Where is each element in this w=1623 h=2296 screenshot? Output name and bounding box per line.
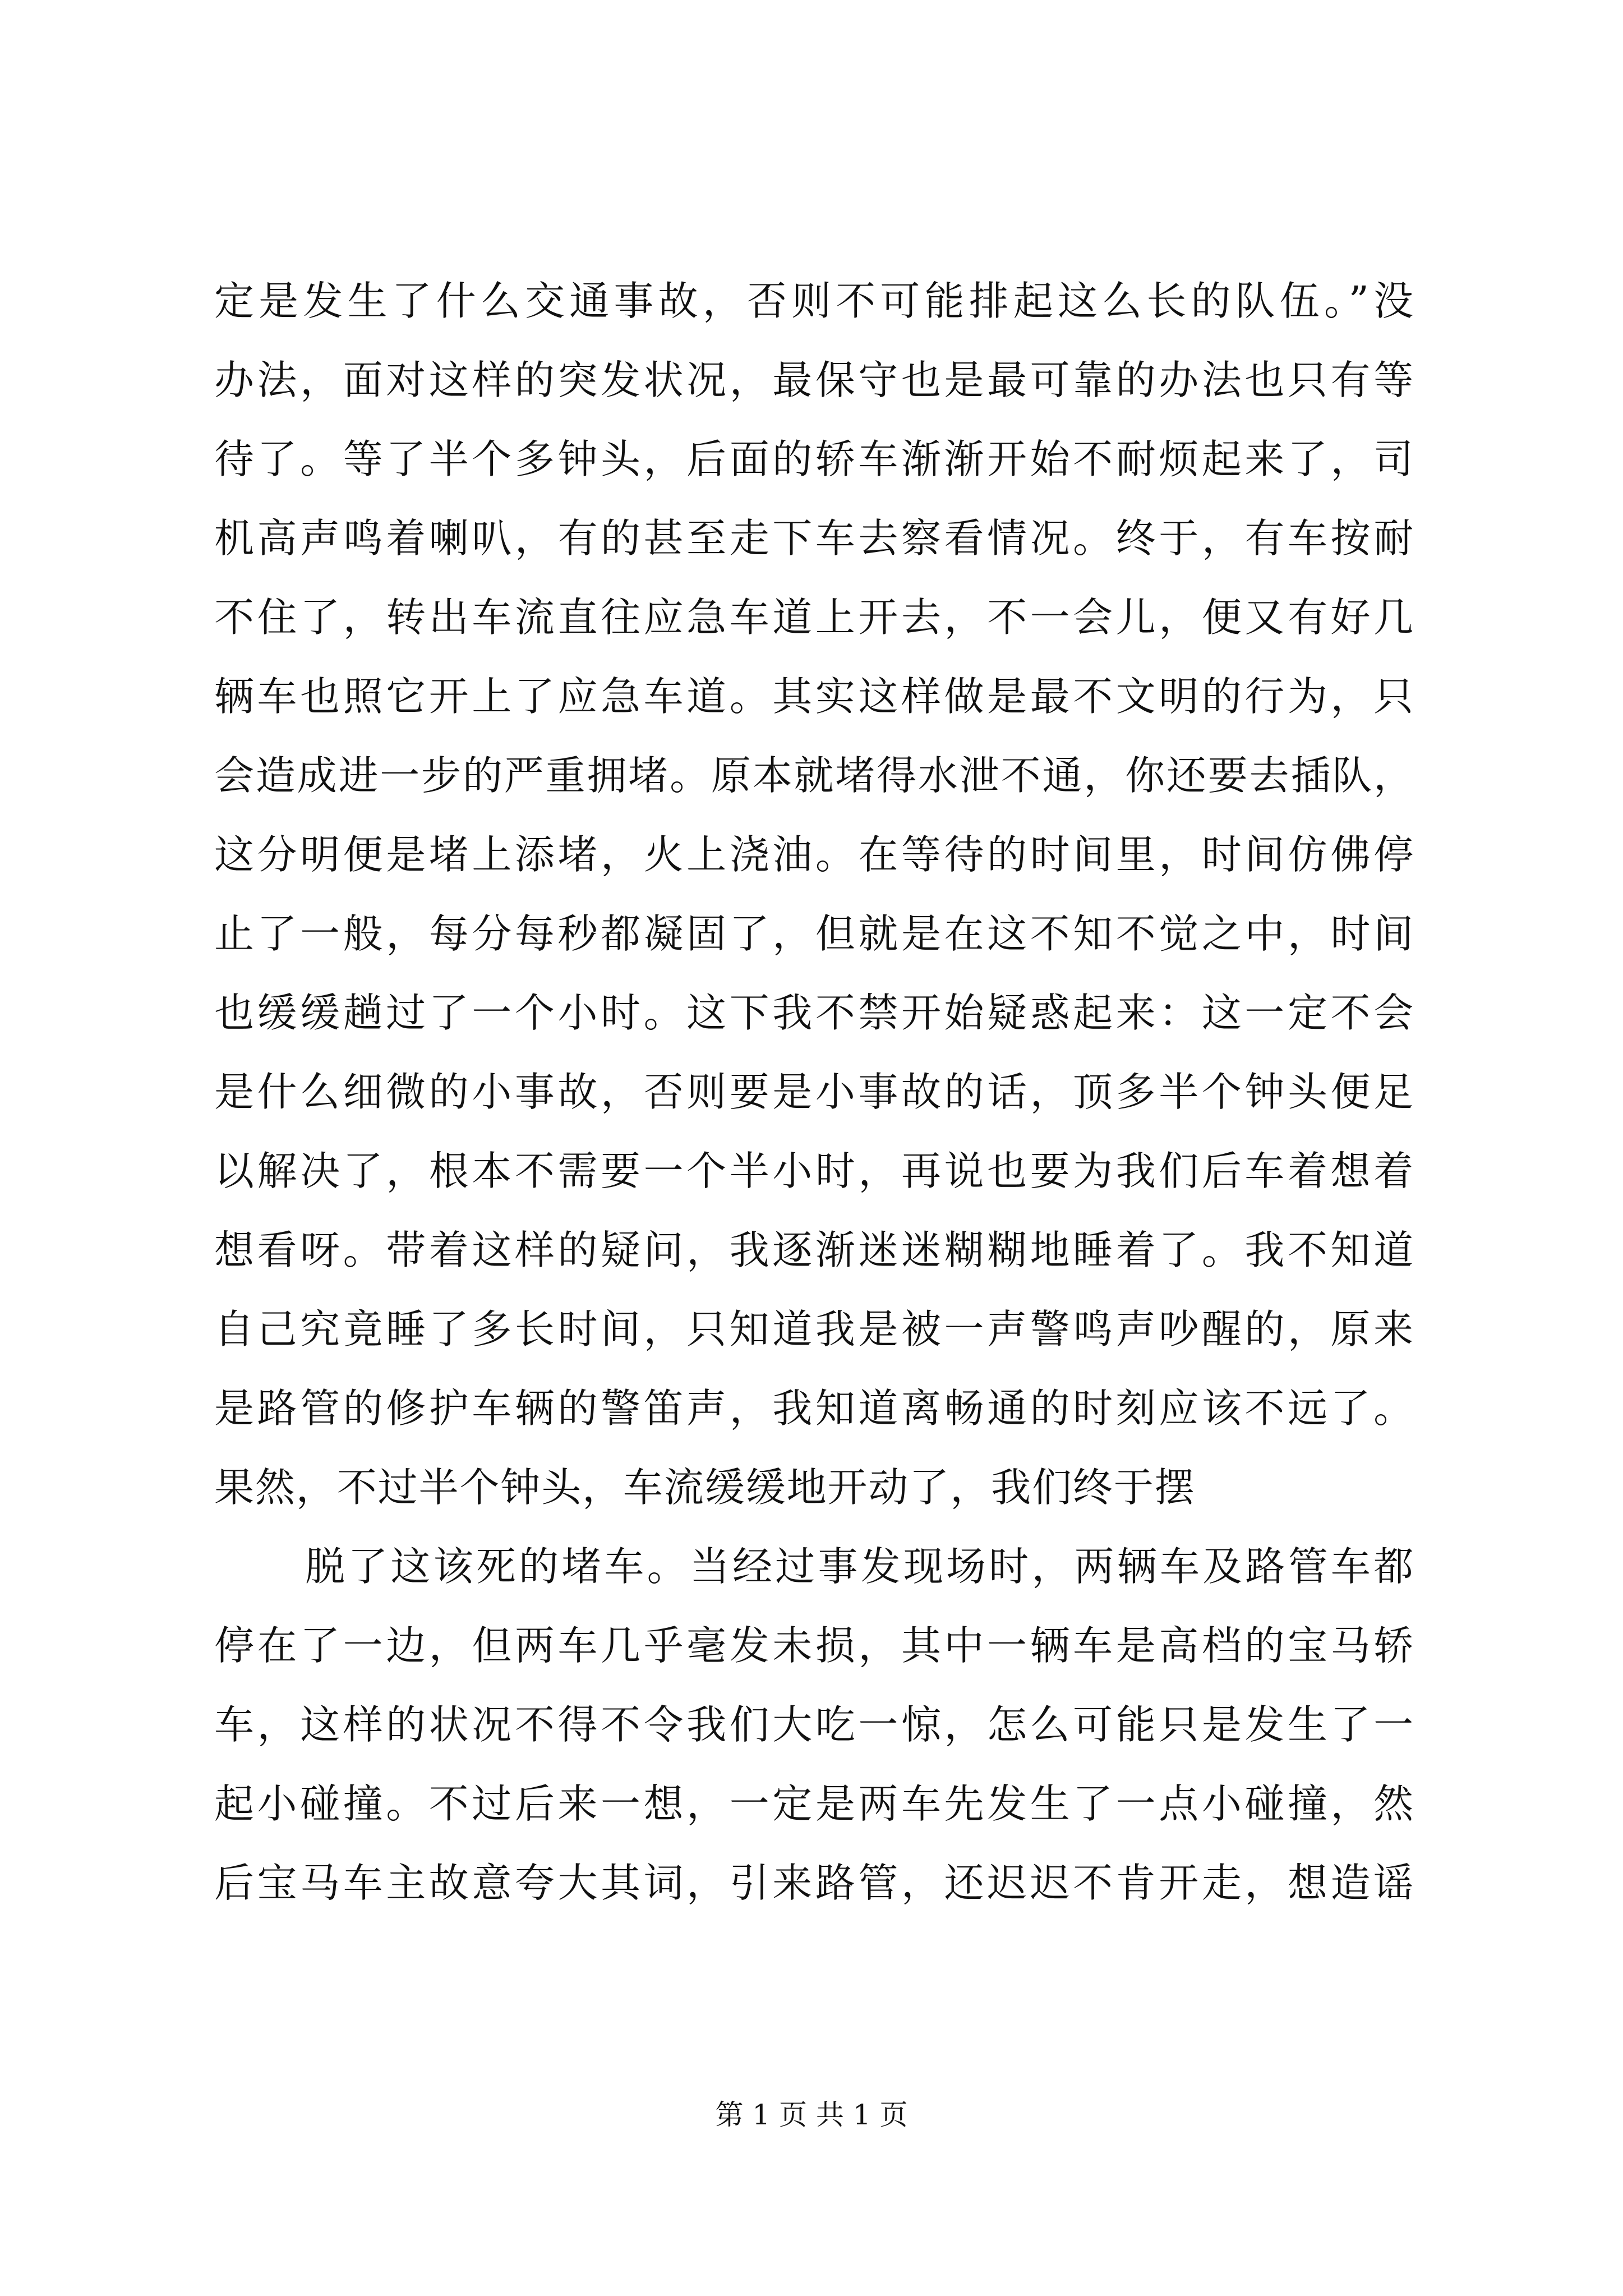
text-line-10: 也缓缓趟过了一个小时。这下我不禁开始疑惑起来：这一定不会 <box>214 990 1414 1036</box>
text-line-16: 果然，不过半个钟头，车流缓缓地开动了，我们终于摆 <box>214 1464 1196 1511</box>
text-line-17: 脱了这该死的堵车。当经过事发现场时，两辆车及路管车都 <box>305 1543 1414 1590</box>
text-line-3: 待了。等了半个多钟头，后面的轿车渐渐开始不耐烦起来了，司 <box>214 436 1414 482</box>
text-line-13: 想看呀。带着这样的疑问，我逐渐迷迷糊糊地睡着了。我不知道 <box>214 1227 1414 1273</box>
text-line-14: 自己究竟睡了多长时间，只知道我是被一声警鸣声吵醒的，原来 <box>214 1306 1414 1352</box>
text-line-8: 这分明便是堵上添堵，火上浇油。在等待的时间里，时间仿佛停 <box>214 831 1414 878</box>
text-line-20: 起小碰撞。不过后来一想，一定是两车先发生了一点小碰撞，然 <box>214 1780 1414 1827</box>
text-line-19: 车，这样的状况不得不令我们大吃一惊，怎么可能只是发生了一 <box>214 1701 1414 1748</box>
text-line-12: 以解决了，根本不需要一个半小时，再说也要为我们后车着想着 <box>214 1148 1414 1194</box>
text-line-1: 定是发生了什么交通事故，否则不可能排起这么长的队伍。”没 <box>214 278 1414 324</box>
text-line-9: 止了一般，每分每秒都凝固了，但就是在这不知不觉之中，时间 <box>214 910 1414 957</box>
page-footer: 第 1 页 共 1 页 <box>715 2099 908 2131</box>
text-line-11: 是什么细微的小事故，否则要是小事故的话，顶多半个钟头便足 <box>214 1069 1414 1115</box>
text-line-7: 会造成进一步的严重拥堵。原本就堵得水泄不通，你还要去插队， <box>214 752 1414 799</box>
text-line-6: 辆车也照它开上了应急车道。其实这样做是最不文明的行为，只 <box>214 673 1414 720</box>
text-line-21: 后宝马车主故意夸大其词，引来路管，还迟迟不肯开走，想造谣 <box>214 1860 1414 1906</box>
text-line-5: 不住了，转出车流直往应急车道上开去，不一会儿，便又有好几 <box>214 594 1414 641</box>
text-line-2: 办法，面对这样的突发状况，最保守也是最可靠的办法也只有等 <box>214 357 1414 403</box>
text-line-18: 停在了一边，但两车几乎毫发未损，其中一辆车是高档的宝马轿 <box>214 1622 1414 1669</box>
text-line-4: 机高声鸣着喇叭，有的甚至走下车去察看情况。终于，有车按耐 <box>214 515 1414 562</box>
text-line-15: 是路管的修护车辆的警笛声，我知道离畅通的时刻应该不远了。 <box>214 1385 1414 1432</box>
body-text <box>214 261 1414 1922</box>
